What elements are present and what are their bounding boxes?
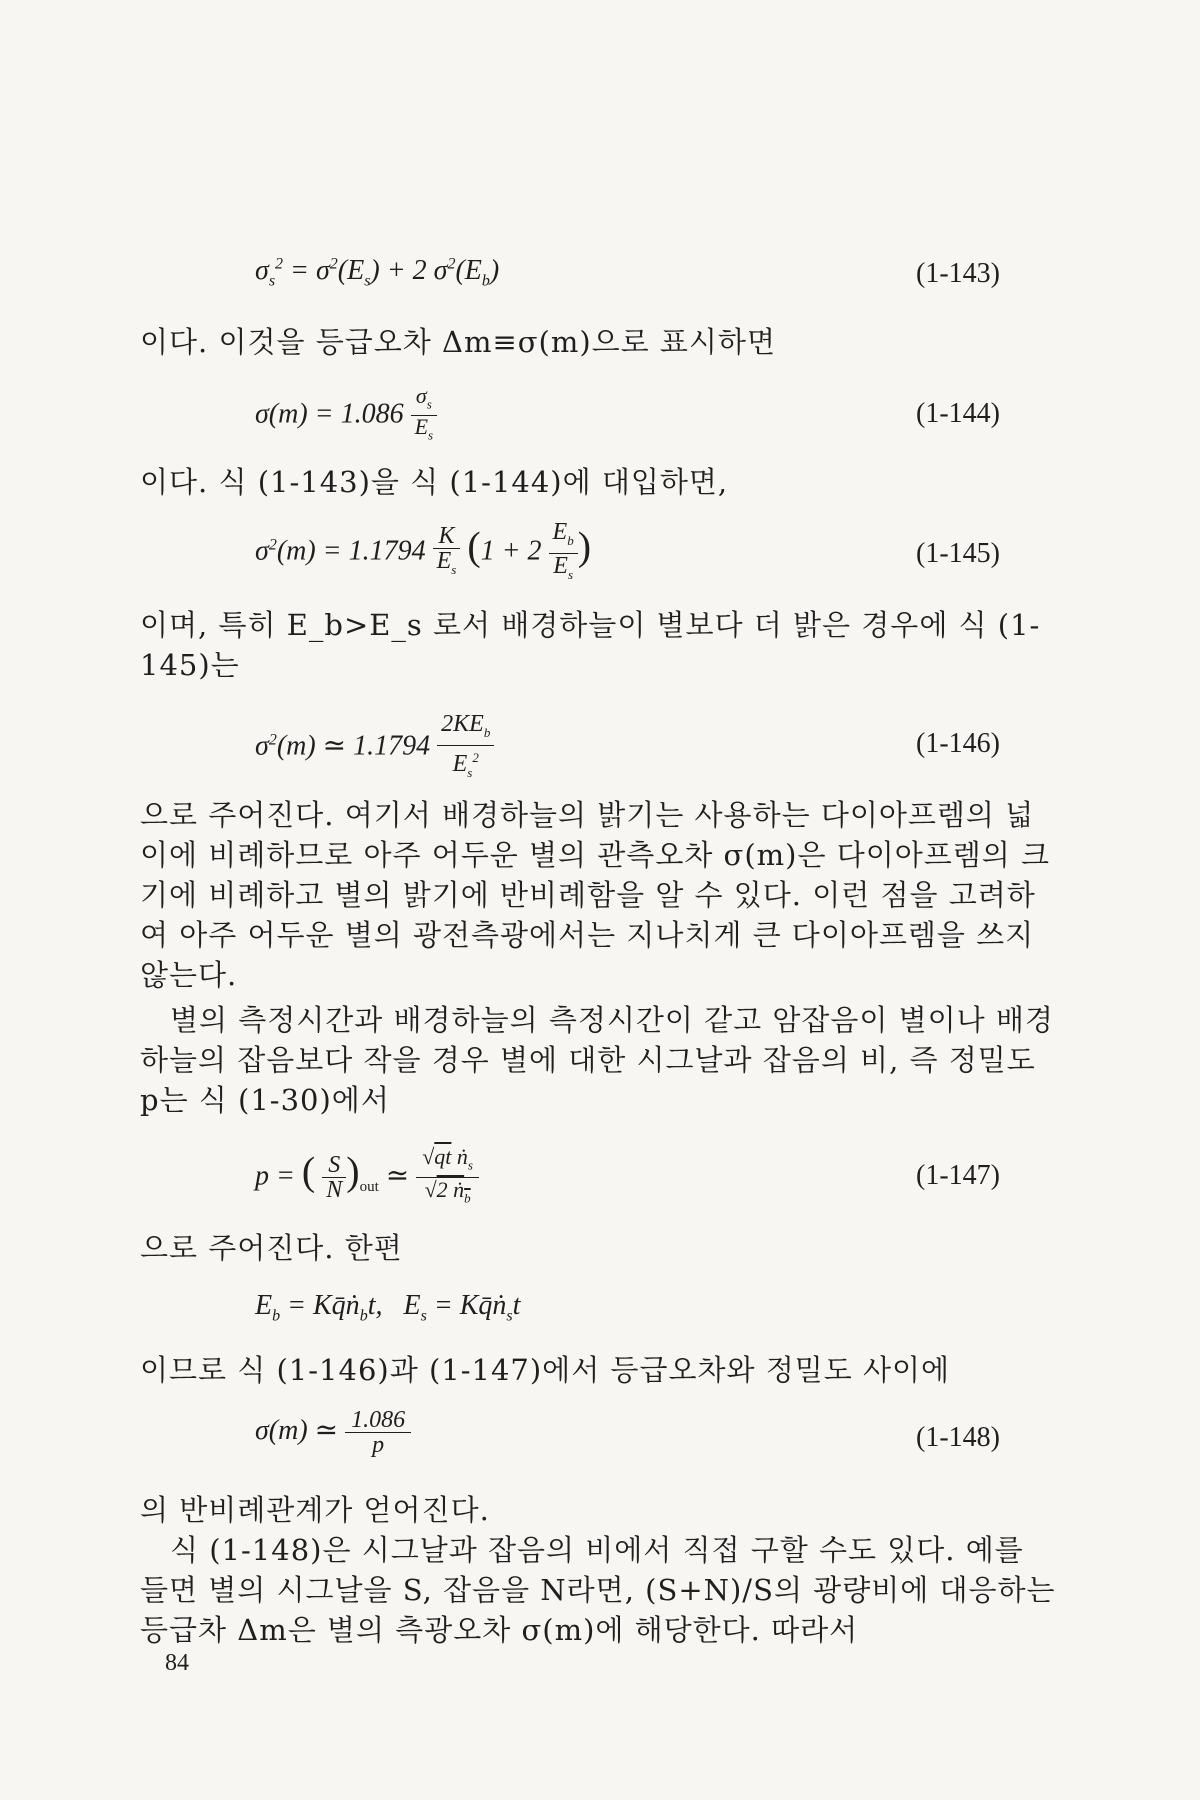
paragraph: 이다. 이것을 등급오차 Δm≡σ(m)으로 표시하면 [140, 325, 776, 359]
equation-number: (1-144) [916, 398, 1000, 429]
paragraph: 식 (1-148)은 시그날과 잡음의 비에서 직접 구할 수도 있다. 예를 들면 별의 시그날을 S, 잡음을 N라면, (S+N)/S의 광량비에 대응하는 등급차 Δm은 별의 측광오차 σ(m)에 해당한다. 따라서 [140, 1533, 1056, 1647]
paragraph: 으로 주어진다. 한편 [140, 1231, 403, 1265]
paragraph: 이며, 특히 E_b>E_s 로서 배경하늘이 별보다 더 밝은 경우에 식 (1-145)는 [140, 608, 1041, 682]
equation-1-145: $\sigma^2(m) = 1.1794$ $\frac{K}{E_s}$ (1 + 2 $\frac{E_b}{E_s}$ ) [255, 519, 592, 582]
equation-number: (1-147) [916, 1160, 1000, 1191]
equation-1-146: $\sigma^2(m)$ ≃ 1.1794 $2KE_b$ $E_s^2$ [255, 712, 494, 785]
paragraph: 이다. 식 (1-143)을 식 (1-144)에 대입하면, [140, 465, 729, 499]
equation-eb-es: $E_b$ = Kq̄ṅ$_b$t, $E_s$ = Kq̄ṅ$_s$t [255, 1290, 521, 1325]
equation-number: (1-143) [916, 258, 1000, 289]
equation-1-144: σ(m) = 1.086 $\frac{\sigma_s}{E_s}$ [255, 385, 437, 447]
paragraph: 이므로 식 (1-146)과 (1-147)에서 등급오차와 정밀도 사이에 [140, 1353, 951, 1387]
equation-number: (1-146) [916, 728, 1000, 759]
paragraph: 의 반비례관계가 얻어진다. [140, 1493, 490, 1527]
equation-1-147: p = ( $\frac{S}{N}$ )$_{out}$ ≃ $\frac{√qt ṅ_s}{√2 ṅ_b}$ [255, 1145, 479, 1211]
equation-number: (1-145) [916, 538, 1000, 569]
equation-1-143: $\sigma_s^2 = \sigma^2(E_s) + 2$ $\sigma^2(E_b)$ [255, 255, 500, 290]
paragraph: 별의 측정시간과 배경하늘의 측정시간이 같고 암잡음이 별이나 배경하늘의 잡음보다 작을 경우 별에 대한 시그날과 잡음의 비, 즉 정밀도 p는 식 (1-30)에서 [140, 1003, 1054, 1117]
paragraph: 으로 주어진다. 여기서 배경하늘의 밝기는 사용하는 다이아프렘의 넓이에 비례하므로 아주 어두운 별의 관측오차 σ(m)은 다이아프렘의 크기에 비례하고 별의 밝기에 반비례함을 알 수 있다. 이런 점을 고려하여 아주 어두운 별의 광전측광에서는 지나치게 큰 다이아프렘을 쓰지 않는다. [140, 798, 1051, 992]
page-number: 84 [165, 1650, 189, 1676]
equation-1-148: σ(m) ≃ $\frac{1.086}{p}$ [255, 1408, 411, 1457]
equation-number: (1-148) [916, 1422, 1000, 1453]
